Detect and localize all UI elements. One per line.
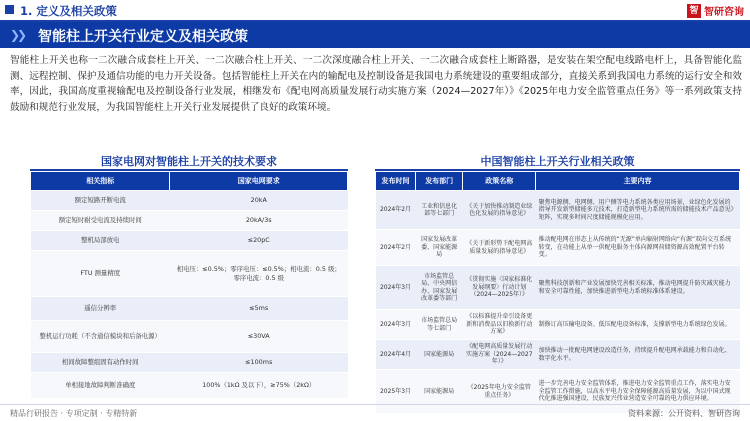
department-cell: 国家发展改革委、国家能源局 xyxy=(416,230,463,266)
tech-requirements-table xyxy=(30,171,348,399)
requirement-cell: ≤20pC xyxy=(170,231,348,251)
table-row xyxy=(31,251,348,297)
column-header: 相关指标 xyxy=(31,172,170,191)
section-heading: 1. 定义及相关政策 xyxy=(20,4,117,18)
requirement-cell: 20kA/3s xyxy=(170,211,348,231)
table-header-row xyxy=(376,172,740,191)
table-row xyxy=(31,373,348,399)
indicator-cell: 额定短时耐受电流及持续时间 xyxy=(31,211,170,231)
content-cell: 制修订高压输电设备、低压配电设备标准，支撑新型电力系统绿色发展。 xyxy=(536,310,740,340)
content-cell: 聚焦电源侧、电网侧、用户侧等电力系统各类应用场景，业绿色化发展的指导开发新型储能多元技术，打造新型电力系统所需的储能技术产品意见》矩阵，实现多时间尺度储能规模化应用。 xyxy=(536,191,740,230)
footer-source: 资料来源：公开资料、智研咨询 xyxy=(628,409,740,418)
title-band xyxy=(0,22,750,48)
policy-name-cell: 《以标准提升牵引设备更新和消费品以旧换新行动方案》 xyxy=(463,310,536,340)
column-header: 主要内容 xyxy=(536,172,740,191)
policy-name-cell: 《2025年电力安全监管重点任务》 xyxy=(463,370,536,414)
indicator-cell: 单相接地故障判断准确度 xyxy=(31,373,170,399)
content-cell: 加快推动一批配电网建设改造任务，持续提升配电网承载能力和自动化、数字化水平。 xyxy=(536,340,740,370)
date-cell: 2025年3月 xyxy=(376,370,416,414)
table-row xyxy=(31,231,348,251)
page-footer xyxy=(0,404,750,421)
tech-requirements-panel xyxy=(30,152,348,399)
content-cell: 推动配电网在形态上从传统的“无源”单向辐射网络向“有源”双向交互系统转变，在功能上从单一供配电服务主体向源网荷储资源高效配置平台转变。 xyxy=(536,230,740,266)
logo-name: 智研咨询 xyxy=(704,7,744,18)
policy-table xyxy=(375,171,740,414)
indicator-cell: 相间故障整组固有动作时间 xyxy=(31,353,170,373)
requirement-cell: ≤5ms xyxy=(170,297,348,321)
indicator-cell: 遥信分辨率 xyxy=(31,297,170,321)
date-cell: 2024年2月 xyxy=(376,191,416,230)
date-cell: 2024年4月 xyxy=(376,340,416,370)
double-chevron-icon: ❯❯ xyxy=(10,28,25,42)
requirement-cell: 100%（1kΩ 及以下），≥75%（2kΩ） xyxy=(170,373,348,399)
table-row xyxy=(376,191,740,230)
indicator-cell: 整机局部放电 xyxy=(31,231,170,251)
brand-logo xyxy=(687,3,744,18)
requirement-cell: 相电压：≤0.5%；零序电压：≤0.5%；相电流：0.5 级；零序电流：0.5 级 xyxy=(170,251,348,297)
department-cell: 国家能源局 xyxy=(416,370,463,414)
indicator-cell: FTU 测量精度 xyxy=(31,251,170,297)
requirement-cell: ≤100ms xyxy=(170,353,348,373)
column-header: 发布部门 xyxy=(416,172,463,191)
policy-panel xyxy=(375,152,740,414)
table-row xyxy=(31,191,348,211)
logo-mark-icon: 智 xyxy=(687,4,701,18)
top-header xyxy=(0,0,750,22)
table-row xyxy=(376,310,740,340)
policy-name-cell: 《配电网高质量发展行动实施方案（2024—2027年）》 xyxy=(463,340,536,370)
column-header: 政策名称 xyxy=(463,172,536,191)
requirement-cell: 20kA xyxy=(170,191,348,211)
content-cell: 进一步完善电力安全监管体系，推进电力安全监管重点工作，落实电力安全监管工作措施，以高水平电力安全保障能源高质量发展，为以中国式现代化推进强国建设、民族复兴伟业营造安全可靠的电力供应环境。 xyxy=(536,370,740,414)
page-title: 智能柱上开关行业定义及相关政策 xyxy=(38,29,248,45)
department-cell: 工业和信息化部等七部门 xyxy=(416,191,463,230)
column-header: 国家电网要求 xyxy=(170,172,348,191)
indicator-cell: 整机运行功耗（不含通信模块和后备电源） xyxy=(31,321,170,353)
date-cell: 2024年3月 xyxy=(376,310,416,340)
requirement-cell: ≤30VA xyxy=(170,321,348,353)
content-cell: 聚焦科技创新和产业发展加快完善相关标准，推动电网提升防灾减灾能力和安全可靠性能，加快推进新型电力系统标准体系建设。 xyxy=(536,266,740,310)
department-cell: 国家能源局 xyxy=(416,340,463,370)
indicator-cell: 额定短路开断电流 xyxy=(31,191,170,211)
table-row xyxy=(31,321,348,353)
table-header-row xyxy=(31,172,348,191)
department-cell: 市场监管总局等七部门 xyxy=(416,310,463,340)
column-header: 发布时间 xyxy=(376,172,416,191)
date-cell: 2024年2月 xyxy=(376,230,416,266)
table-row xyxy=(376,266,740,310)
policy-name-cell: 《关于加快推动制造业绿色化发展的指导意见》 xyxy=(463,191,536,230)
table-row xyxy=(376,340,740,370)
department-cell: 市场监管总局、中央网信办、国家发展改革委等部门 xyxy=(416,266,463,310)
section-square-icon xyxy=(5,5,14,14)
table-row xyxy=(31,353,348,373)
tech-requirements-title: 国家电网对智能柱上开关的技术要求 xyxy=(30,152,348,171)
date-cell: 2024年3月 xyxy=(376,266,416,310)
policy-name-cell: 《贯彻实施〈国家标准化发展纲要〉行动计划（2024—2025年）》 xyxy=(463,266,536,310)
table-row xyxy=(376,230,740,266)
intro-paragraph: 智能柱上开关也称一二次融合成套柱上开关、一二次融合柱上开关、一二次深度融合柱上开关、一二次融合成套柱上断路器，是安装在架空配电线路电杆上，具备智能化监测、远程控制、保护及通信功能的电力开关设备。包括智能柱上开关在内的输配电及控制设备是我国电力系统建设的重要组成部分，直接关系到我国电力系统的运行安全和效率，因此，我国高度重视输配电及控制设备行业发展，相继发布《配电网高质量发展行动实施方案（2024—2027年）》《2025年电力安全监管重点任务》等一系列政策支持鼓励和规范行业发展，为我国智能柱上开关行业发展提供了良好的政策环境。 xyxy=(10,55,742,113)
footer-tagline: 精品行研报告 · 专项定制 · 专精特新 xyxy=(10,409,138,418)
table-row xyxy=(31,211,348,231)
policy-name-cell: 《关于新形势下配电网高质量发展的指导意见》 xyxy=(463,230,536,266)
policy-table-title: 中国智能柱上开关行业相关政策 xyxy=(375,152,740,171)
table-row xyxy=(31,297,348,321)
